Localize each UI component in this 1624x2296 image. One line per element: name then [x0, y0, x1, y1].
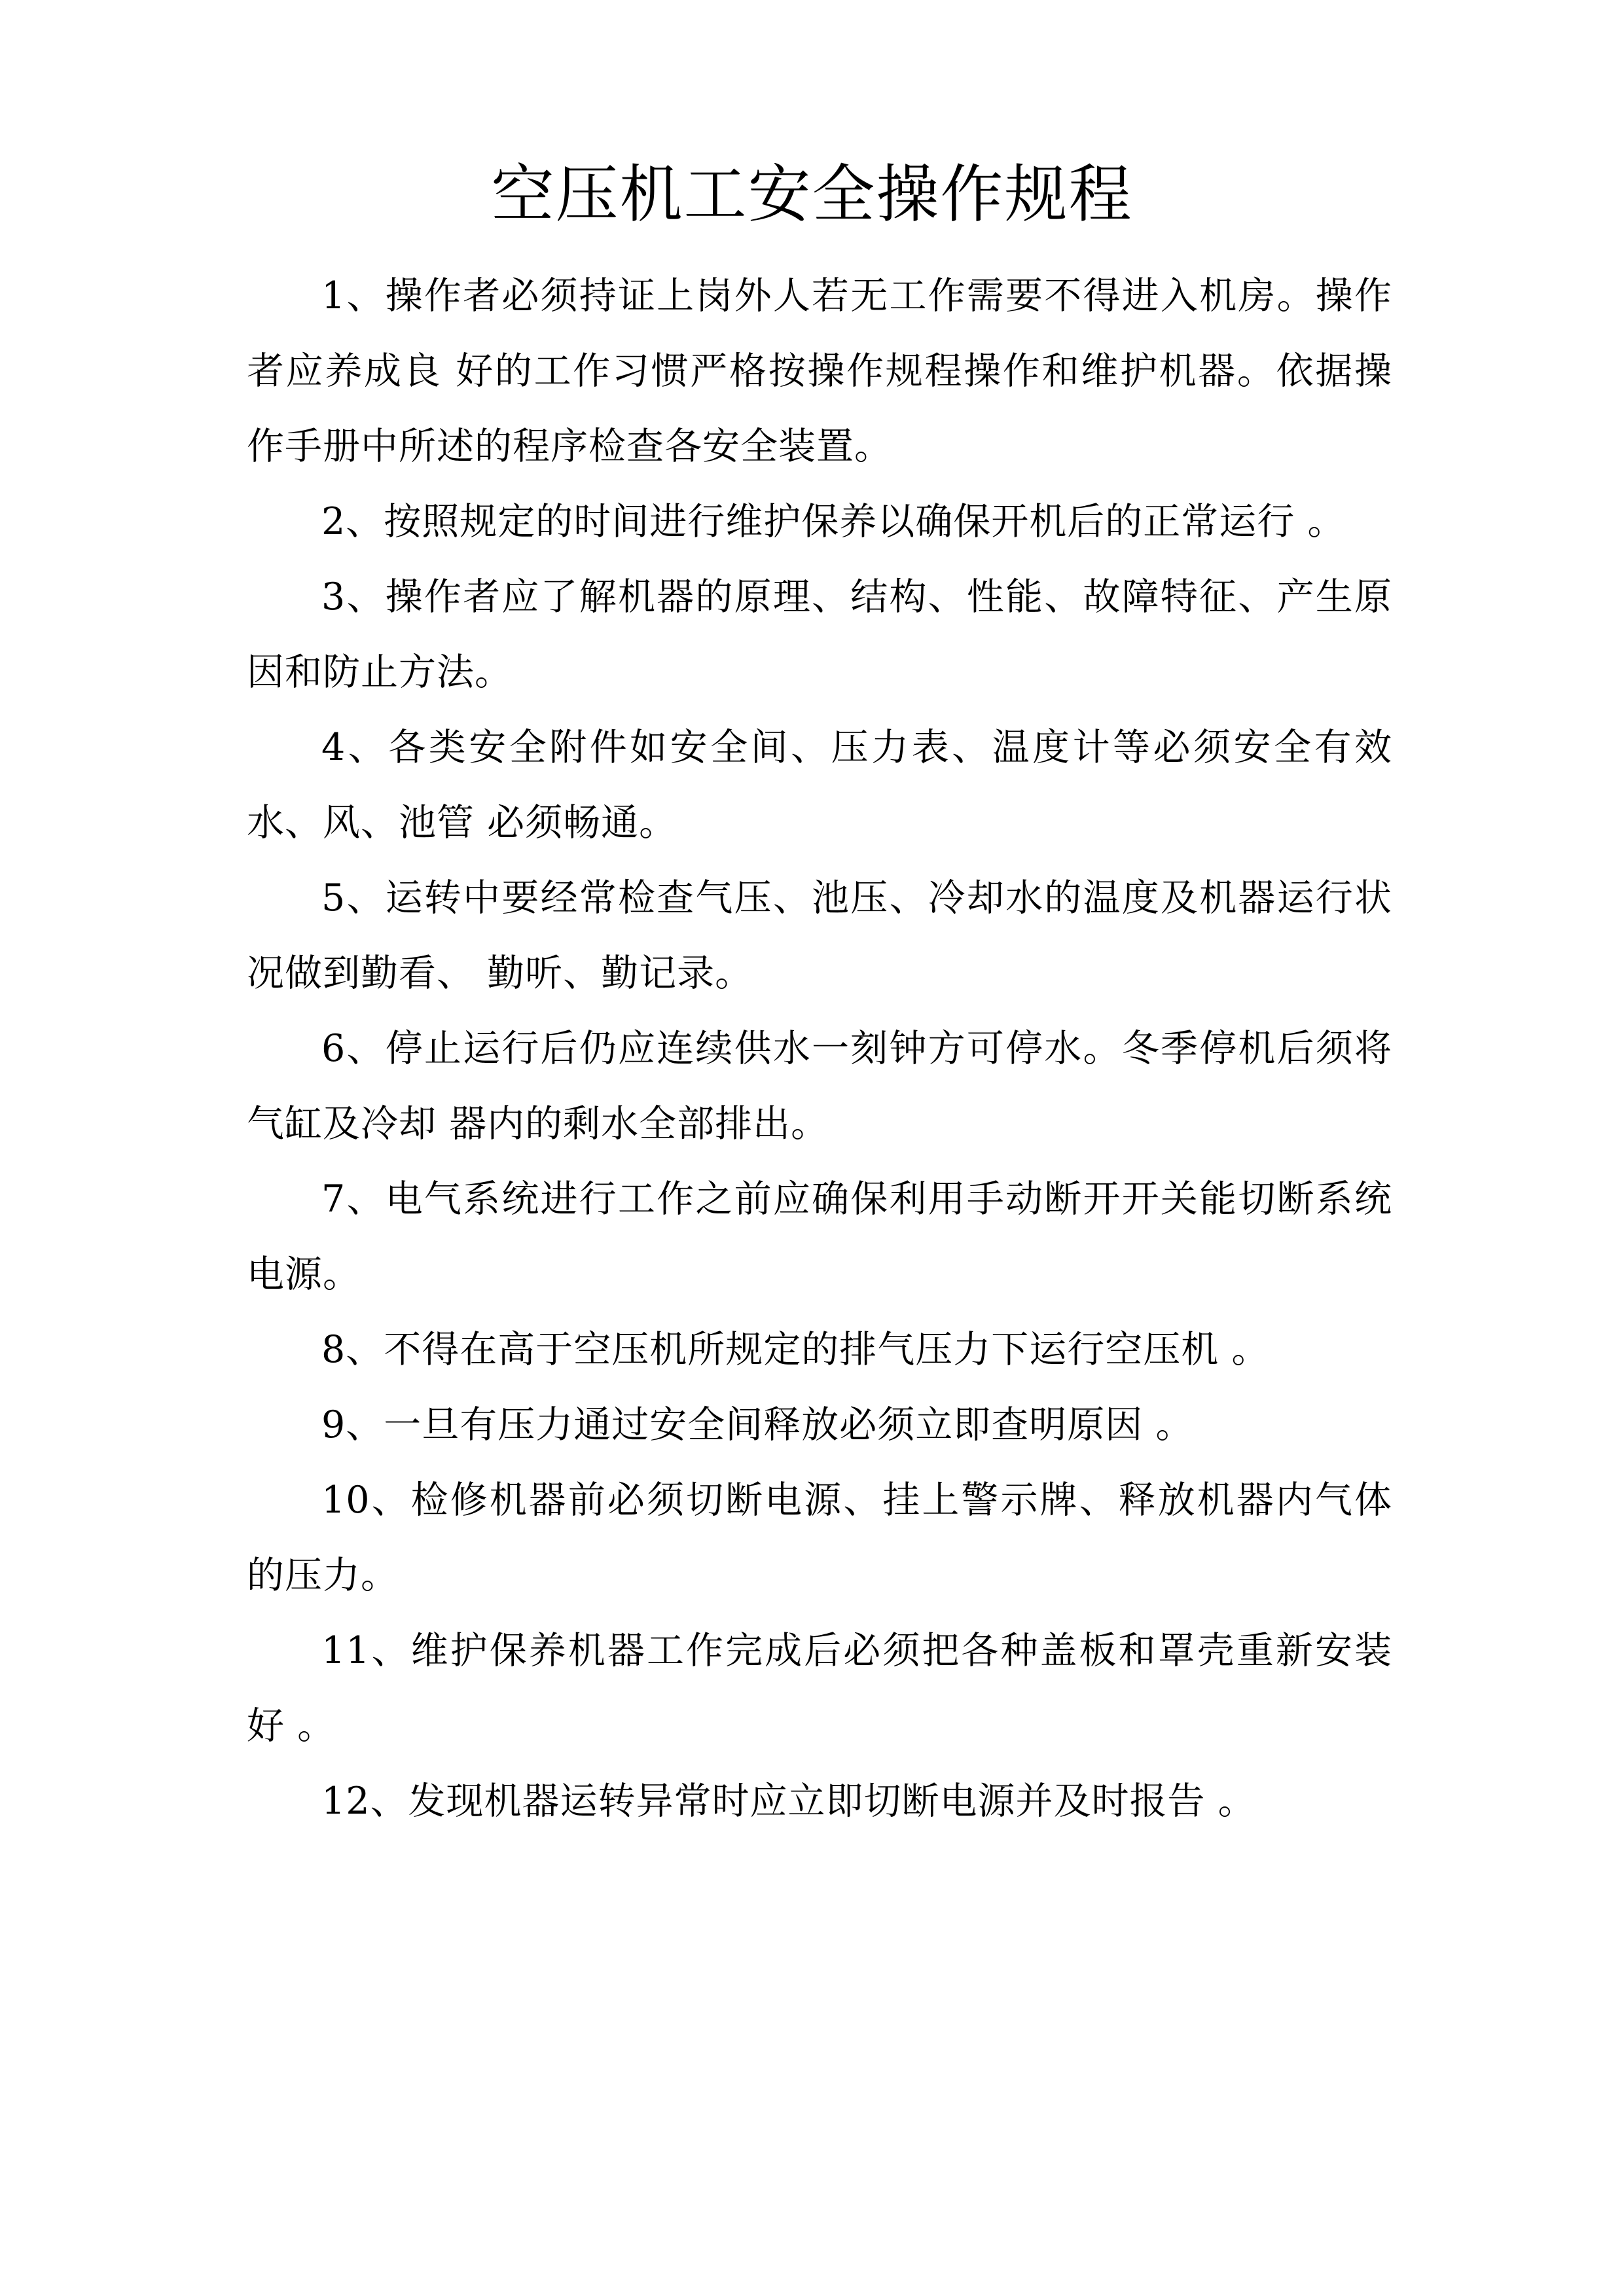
paragraph-4: 4、各类安全附件如安全间、压力表、温度计等必须安全有效水、风、池管 必须畅通。	[247, 726, 1392, 844]
paragraph-6: 6、停止运行后仍应连续供水一刻钟方可停水。冬季停机后须将气缸及冷却 器内的剩水全部排出。	[247, 1027, 1392, 1145]
paragraph-7: 7、电气系统进行工作之前应确保利用手动断开开关能切断系统电源。	[247, 1177, 1392, 1296]
paragraph-10: 10、检修机器前必须切断电源、挂上警示牌、释放机器内气体的压力。	[247, 1479, 1392, 1597]
paragraph-9: 9、一旦有压力通过安全间释放必须立即查明原因 。	[321, 1403, 1194, 1446]
paragraph-2: 2、按照规定的时间进行维护保养以确保开机后的正常运行 。	[321, 500, 1346, 543]
paragraph-5: 5、运转中要经常检查气压、池压、冷却水的温度及机器运行状况做到勤看、 勤听、勤记录。	[247, 876, 1392, 995]
paragraph-11: 11、维护保养机器工作完成后必须把各种盖板和罩壳重新安装好 。	[247, 1629, 1392, 1748]
paragraph-8: 8、不得在高于空压机所规定的排气压力下运行空压机 。	[321, 1328, 1270, 1371]
document-body	[247, 259, 1392, 1839]
paragraph-1: 1、操作者必须持证上岗外人若无工作需要不得进入机房。操作者应养成良 好的工作习惯严格按操作规程操作和维护机器。依据操作手册中所述的程序检查各安全装置。	[247, 274, 1392, 468]
document-title: 空压机工安全操作规程	[491, 158, 1133, 231]
paragraph-3: 3、操作者应了解机器的原理、结构、性能、故障特征、产生原因和防止方法。	[247, 575, 1392, 694]
paragraph-12: 12、发现机器运转异常时应立即切断电源并及时报告 。	[321, 1780, 1256, 1823]
